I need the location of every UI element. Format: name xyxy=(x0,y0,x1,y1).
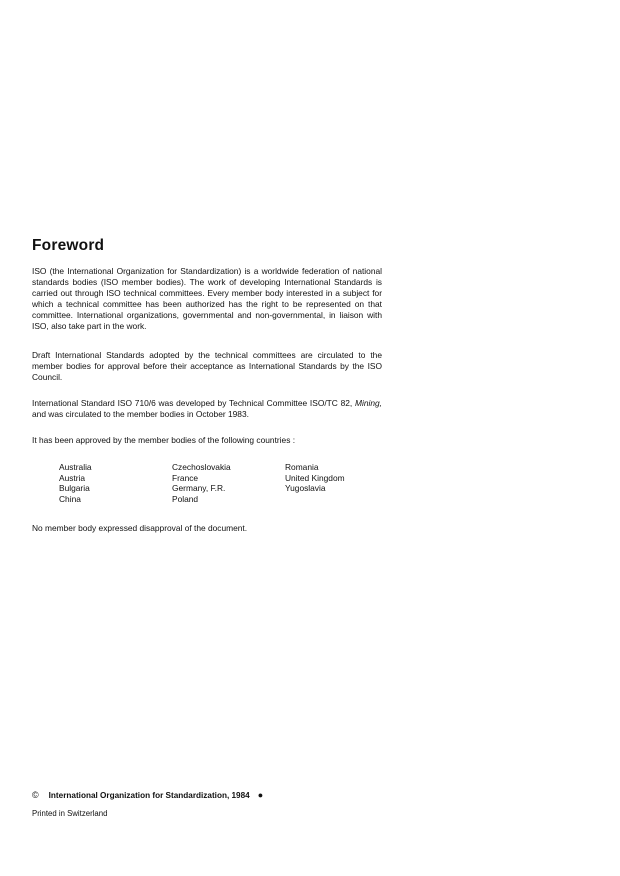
country-item: France xyxy=(172,472,199,483)
committee-name: Mining, xyxy=(355,398,382,408)
country-item xyxy=(285,494,398,505)
country-item: Yugoslavia xyxy=(285,483,326,494)
paragraph-draft-standards: Draft International Standards adopted by the technical committees are circulated to the member bodies for approval before their acceptance as International Standards by the ISO Council. xyxy=(32,350,382,383)
country-item: Romania xyxy=(285,462,319,472)
disapproval-note: No member body expressed disapproval of the document. xyxy=(32,523,248,533)
country-list xyxy=(59,462,398,504)
country-item: Bulgaria xyxy=(59,483,90,494)
copyright-icon: © xyxy=(32,790,39,800)
paragraph-iso-federation: ISO (the International Organization for Standardization) is a worldwide federation of national standards bodies (ISO member bodies). The work of developing International Standards is carried out through ISO technical committees. Every member body interested in a subject for which a technical committee has been authorized has the right to be represented on that committee. International organizations, governmental and non-governmental, in liaison with ISO, also take part in the work. xyxy=(32,266,382,332)
development-text-start: International Standard ISO 710/6 was developed by Technical Committee ISO/TC 82, xyxy=(32,398,353,408)
bullet-icon: ● xyxy=(257,790,264,800)
country-item: China xyxy=(59,493,81,504)
country-item: Germany, F.R. xyxy=(172,483,226,494)
printed-in: Printed in Switzerland xyxy=(32,809,108,818)
country-item: Poland xyxy=(172,493,199,504)
approval-intro: It has been approved by the member bodies of the following countries : xyxy=(32,435,296,445)
country-item: Czechoslovakia xyxy=(172,462,231,472)
foreword-heading: Foreword xyxy=(32,237,105,254)
copyright-line xyxy=(32,790,263,800)
country-item: United Kingdom xyxy=(285,472,345,483)
development-text-end: and was circulated to the member bodies in October 1983. xyxy=(32,409,249,420)
country-item: Austria xyxy=(59,472,86,483)
country-item: Australia xyxy=(59,462,92,472)
copyright-text: International Organization for Standardization, 1984 xyxy=(48,790,250,800)
paragraph-development xyxy=(32,398,382,420)
